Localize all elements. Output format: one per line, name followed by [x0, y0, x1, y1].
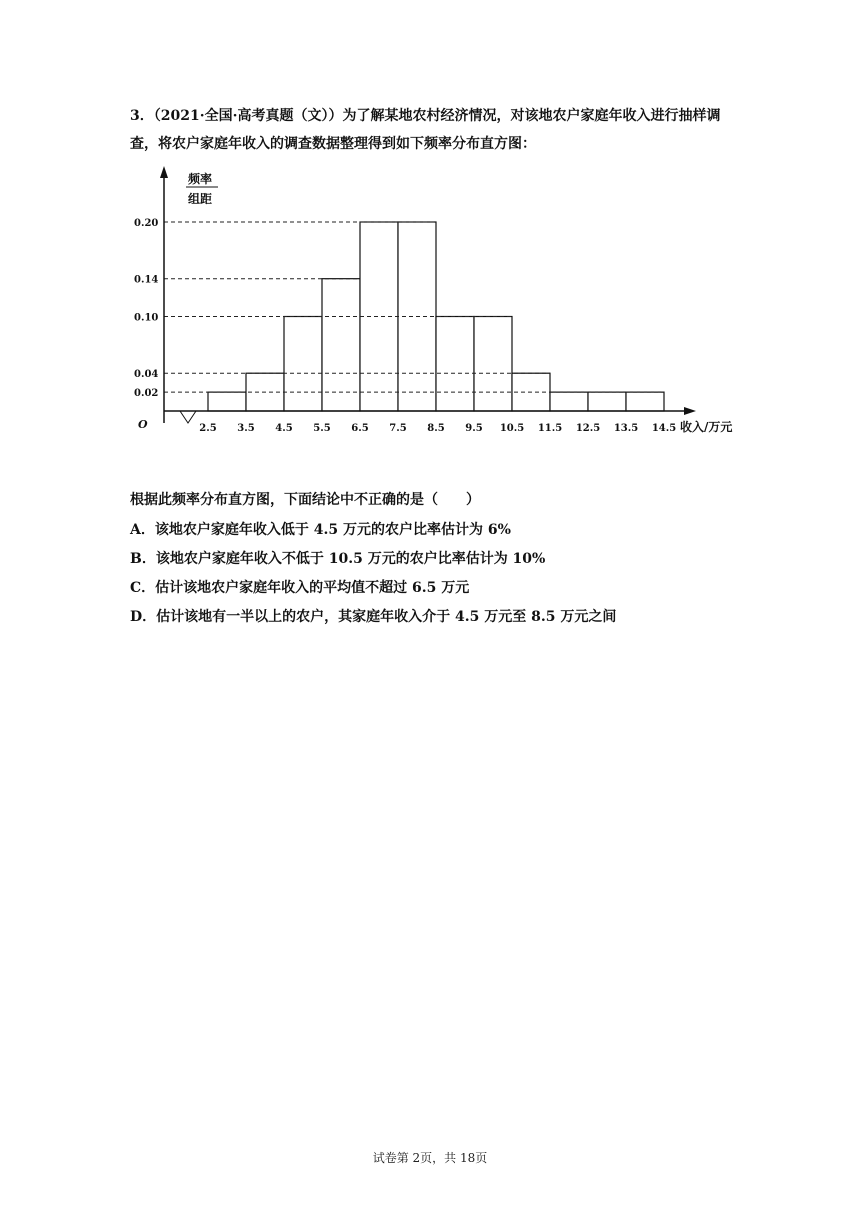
histogram-bar-0: [208, 392, 246, 411]
x-tick-label: 2.5: [199, 423, 217, 434]
question-prompt: 根据此频率分布直方图，下面结论中不正确的是（ ）: [130, 492, 480, 508]
question-source: （2021·全国·高考真题（文））: [153, 108, 343, 124]
option-b-text: 该地农户家庭年收入不低于 10.5 万元的农户比率估计为 10%: [155, 551, 546, 567]
x-tick-label: 13.5: [613, 423, 639, 434]
option-a-text: 该地农户家庭年收入低于 4.5 万元的农户比率估计为 6%: [154, 522, 511, 538]
option-b[interactable]: [130, 545, 616, 574]
x-tick-label: 14.5: [651, 423, 677, 434]
question-number: 3．: [130, 108, 154, 124]
y-tick-label: 0.14: [134, 274, 159, 286]
option-d-label: D．: [130, 609, 157, 625]
options-list: [130, 516, 616, 632]
x-tick-label: 3.5: [237, 423, 255, 434]
option-a[interactable]: [130, 516, 616, 545]
histogram-bar-6: [436, 317, 474, 412]
x-tick-label: 8.5: [427, 423, 445, 434]
histogram-bar-3: [322, 279, 360, 411]
histogram-bar-10: [588, 392, 626, 411]
histogram-bar-4: [360, 222, 398, 411]
y-tick-label: 0.10: [134, 312, 159, 324]
y-axis-arrow: [160, 166, 168, 178]
x-tick-label: 9.5: [465, 423, 483, 434]
y-axis-label-denominator: 组距: [188, 192, 213, 206]
question-text: 为了解某地农村经济情况，对该地农户家庭年收入进行抽样调查，将农户家庭年收入的调查数据整理得到如下频率分布直方图：: [130, 108, 721, 152]
histogram-bar-11: [626, 392, 664, 411]
option-b-label: B．: [130, 551, 156, 567]
x-tick-label: 5.5: [313, 423, 331, 434]
question-stem: [130, 102, 740, 158]
y-axis-label-numerator: 频率: [188, 172, 213, 186]
y-tick-label: 0.20: [134, 218, 159, 229]
page-footer: 试卷第 2页，共 18页: [372, 1151, 488, 1165]
y-tick-label: 0.04: [134, 369, 159, 381]
x-axis-arrow: [684, 407, 696, 415]
x-axis-label: 收入/万元: [680, 420, 733, 434]
option-c-label: C．: [130, 580, 156, 596]
x-tick-label: 4.5: [275, 423, 293, 434]
x-tick-label: 6.5: [351, 423, 369, 434]
option-c-text: 估计该地农户家庭年收入的平均值不超过 6.5 万元: [155, 580, 470, 596]
y-tick-label: 0.02: [134, 388, 159, 400]
x-tick-label: 7.5: [389, 423, 407, 434]
option-c[interactable]: [130, 574, 616, 603]
x-tick-label: 11.5: [537, 423, 563, 434]
option-d-text: 估计该地有一半以上的农户，其家庭年收入介于 4.5 万元至 8.5 万元之间: [156, 609, 617, 625]
frequency-histogram: [130, 158, 750, 448]
option-a-label: A．: [130, 522, 155, 538]
x-tick-label: 10.5: [499, 423, 525, 434]
option-d[interactable]: [130, 603, 616, 632]
histogram-bar-2: [284, 317, 322, 412]
histogram-bar-9: [550, 392, 588, 411]
origin-label: O: [138, 418, 148, 431]
histogram-bar-7: [474, 317, 512, 412]
axis-break-mark: [180, 411, 208, 423]
x-tick-label: 12.5: [575, 423, 601, 434]
